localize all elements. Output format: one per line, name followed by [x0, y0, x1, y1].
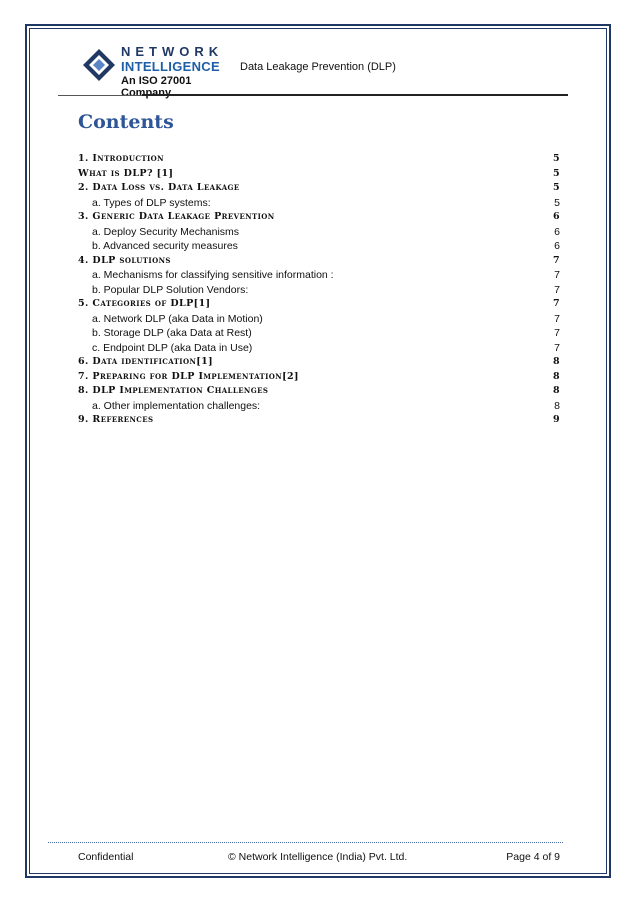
toc-entry-label: a. Network DLP (aka Data in Motion) [92, 312, 263, 325]
toc-entry-label: 8. DLP Implementation Challenges [78, 385, 269, 396]
toc-entry-page: 6 [554, 225, 560, 238]
toc-entry-page: 8 [552, 356, 560, 367]
toc-entry-label: b. Advanced security measures [92, 240, 238, 252]
footer-confidential: Confidential [78, 851, 134, 863]
diamond-logo-icon [82, 48, 116, 82]
toc-entry-page: 7 [554, 327, 560, 339]
toc-entry[interactable] [78, 167, 560, 182]
contents-heading: Contents [78, 111, 174, 133]
header-divider-thick [142, 94, 568, 96]
toc-entry-label: 5. Categories of DLP[1] [78, 298, 211, 309]
toc-entry-page: 5 [554, 196, 560, 209]
toc-entry[interactable] [78, 210, 560, 225]
logo-text-iso: An ISO 27001 Company [121, 75, 192, 99]
toc-entry[interactable] [78, 355, 560, 370]
toc-entry-label: a. Other implementation challenges: [92, 399, 261, 412]
toc-entry-page: 7 [554, 269, 560, 281]
toc-entry[interactable] [78, 341, 560, 356]
company-logo [78, 42, 228, 99]
toc-entry-page: 7 [552, 254, 560, 266]
toc-entry-label: c. Endpoint DLP (aka Data in Use) [92, 341, 253, 354]
toc-entry-page: 7 [554, 341, 560, 354]
toc-entry-label: What is DLP? [1] [78, 167, 174, 179]
toc-entry[interactable] [78, 196, 560, 211]
toc-entry-label: 6. Data identification[1] [78, 356, 214, 367]
toc-entry[interactable] [78, 283, 560, 298]
toc-entry-page: 7 [554, 283, 560, 296]
toc-entry-label: b. Storage DLP (aka Data at Rest) [92, 327, 252, 339]
toc-entry[interactable] [78, 399, 560, 414]
toc-entry-page: 5 [552, 153, 560, 164]
toc-entry-page: 5 [552, 182, 560, 193]
toc-entry-label: a. Mechanisms for classifying sensitive information : [92, 269, 334, 281]
toc-entry-page: 8 [552, 385, 560, 396]
page-header [78, 42, 568, 98]
toc-entry-label: 7. Preparing for DLP Implementation[2] [78, 370, 299, 382]
toc-entry[interactable] [78, 268, 560, 283]
toc-entry[interactable] [78, 326, 560, 341]
toc-entry[interactable] [78, 181, 560, 196]
toc-entry-label: b. Popular DLP Solution Vendors: [92, 283, 249, 296]
toc-entry-page: 7 [554, 312, 560, 325]
toc-entry-page: 7 [552, 298, 560, 309]
toc-entry[interactable] [78, 384, 560, 399]
toc-entry-label: a. Deploy Security Mechanisms [92, 225, 240, 238]
footer-copyright: © Network Intelligence (India) Pvt. Ltd. [228, 851, 408, 863]
document-title: Data Leakage Prevention (DLP) [240, 61, 396, 73]
toc-entry[interactable] [78, 239, 560, 254]
toc-entry[interactable] [78, 370, 560, 385]
toc-entry-label: 3. Generic Data Leakage Prevention [78, 211, 275, 222]
toc-entry-page: 6 [554, 240, 560, 252]
toc-entry-page: 6 [552, 211, 560, 222]
page-footer [78, 851, 560, 865]
toc-entry-label: a. Types of DLP systems: [92, 196, 211, 209]
toc-entry[interactable] [78, 413, 560, 428]
toc-entry-label: 2. Data Loss vs. Data Leakage [78, 182, 240, 193]
footer-page-number: Page 4 of 9 [506, 851, 560, 863]
toc-entry-page: 5 [552, 167, 560, 179]
logo-text-network: NETWORK [121, 44, 224, 59]
toc-entry[interactable] [78, 254, 560, 269]
toc-entry[interactable] [78, 152, 560, 167]
toc-entry-label: 9. References [78, 414, 154, 425]
toc-entry[interactable] [78, 225, 560, 240]
toc-entry-page: 8 [552, 370, 560, 382]
table-of-contents [78, 152, 560, 428]
toc-entry-label: 1. Introduction [78, 153, 164, 164]
footer-divider [48, 842, 563, 843]
toc-entry-page: 8 [554, 399, 560, 412]
toc-entry-label: 4. DLP solutions [78, 254, 171, 266]
toc-entry-page: 9 [552, 414, 560, 425]
toc-entry[interactable] [78, 312, 560, 327]
toc-entry[interactable] [78, 297, 560, 312]
logo-text-intelligence: INTELLIGENCE [121, 59, 220, 74]
